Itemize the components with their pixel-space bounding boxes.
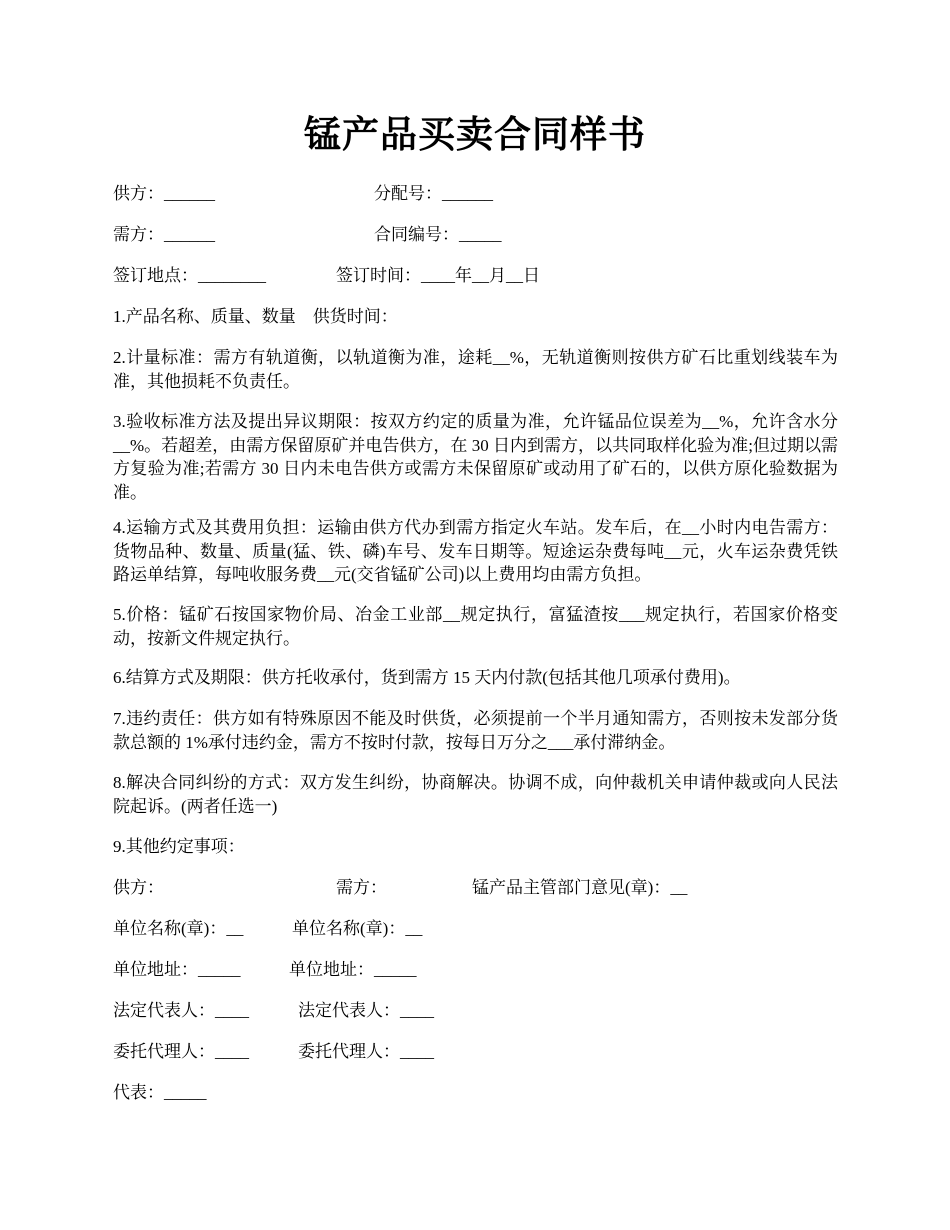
demander-legal-rep-field: 法定代表人：____ [298, 1001, 434, 1020]
signature-demander-label: 需方： [336, 878, 387, 897]
clause-2: 2.计量标准：需方有轨道衡，以轨道衡为准，途耗__%，无轨道衡则按供方矿石比重划线装车为准，其他损耗不负责任。 [113, 348, 838, 391]
supplier-unit-address-field: 单位地址：_____ [113, 960, 241, 979]
clause-8: 8.解决合同纠纷的方式：双方发生纠纷，协商解决。协调不成，向仲裁机关申请仲裁或向人民法院起诉。(两者任选一) [113, 773, 838, 816]
supplier-field: 供方：______ [113, 184, 215, 203]
allocation-number-field: 分配号：______ [374, 184, 493, 203]
demander-unit-name-field: 单位名称(章)：__ [292, 919, 423, 938]
clause-9: 9.其他约定事项： [113, 837, 245, 856]
clause-3: 3.验收标准方法及提出异议期限：按双方约定的质量为准，允许锰品位误差为__%，允许含水分__%。若超差，由需方保留原矿并电告供方，在 30 日内到需方，以共同取样化验为准;但过期以需方复验为准;若需方 30 日内未电告供方或需方未保留原矿或动用了矿石的，以供方原化验数据为准。 [113, 412, 838, 502]
clause-4: 4.运输方式及其费用负担：运输由供方代办到需方指定火车站。发车后，在__小时内电告需方：货物品种、数量、质量(猛、铁、磷)车号、发车日期等。短途运杂费每吨__元，火车运杂费凭铁路运单结算，每吨收服务费__元(交省锰矿公司)以上费用均由需方负担。 [113, 518, 838, 584]
sign-place-field: 签订地点：________ [113, 266, 266, 285]
sign-time-field: 签订时间：____年__月__日 [336, 266, 540, 285]
document-title: 锰产品买卖合同样书 [304, 115, 646, 156]
contract-number-field: 合同编号：_____ [374, 225, 502, 244]
supplier-legal-rep-field: 法定代表人：____ [113, 1001, 249, 1020]
clause-6: 6.结算方式及期限：供方托收承付，货到需方 15 天内付款(包括其他几项承付费用)。 [113, 668, 741, 687]
representative-field: 代表：_____ [113, 1083, 207, 1102]
demander-field: 需方：______ [113, 225, 215, 244]
demander-unit-address-field: 单位地址：_____ [289, 960, 417, 979]
clause-5: 5.价格：锰矿石按国家物价局、冶金工业部__规定执行，富猛渣按___规定执行，若国家价格变动，按新文件规定执行。 [113, 605, 838, 648]
supplier-agent-field: 委托代理人：____ [113, 1042, 249, 1061]
supplier-unit-name-field: 单位名称(章)：__ [113, 919, 244, 938]
clause-7: 7.违约责任：供方如有特殊原因不能及时供货，必须提前一个半月通知需方，否则按未发部分货款总额的 1%承付违约金，需方不按时付款，按每日万分之___承付滞纳金。 [113, 709, 838, 752]
signature-supplier-label: 供方： [113, 878, 164, 897]
demander-agent-field: 委托代理人：____ [298, 1042, 434, 1061]
authority-opinion-field: 锰产品主管部门意见(章)：__ [472, 878, 688, 897]
clause-1: 1.产品名称、质量、数量 供货时间： [113, 307, 398, 326]
